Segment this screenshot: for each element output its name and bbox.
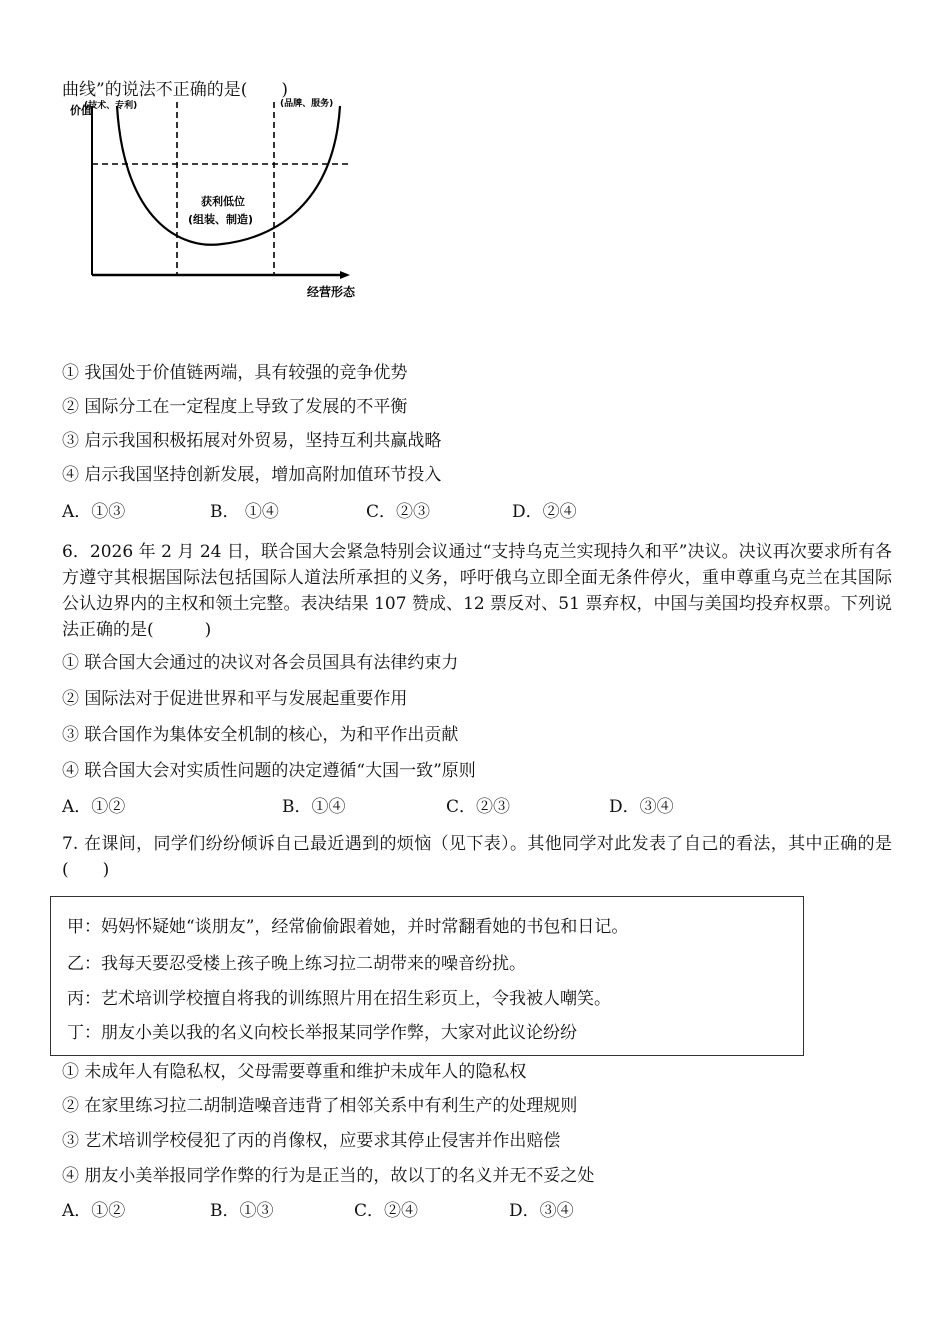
q5-statement-3: ③ 启示我国积极拓展对外贸易，坚持互利共赢战略: [62, 431, 442, 451]
q6-statement-2: ② 国际法对于促进世界和平与发展起重要作用: [62, 689, 408, 709]
x-axis-arrow: [340, 271, 350, 279]
q7-option-d: D．③④: [509, 1201, 574, 1221]
q5-option-b: B． ①④: [210, 502, 279, 522]
x-axis-label: 经营形态: [307, 285, 356, 299]
q6-option-b: B．①④: [282, 797, 346, 817]
q5-stem: 曲线”的说法不正确的是( ): [62, 80, 288, 100]
q6-option-d: D．③④: [609, 797, 674, 817]
right-end-label: (品牌、服务): [280, 99, 334, 109]
left-end-label: (技术、专利): [84, 101, 138, 111]
q6-option-a: A．①②: [62, 797, 126, 817]
q6-statement-1: ① 联合国大会通过的决议对各会员国具有法律约束力: [62, 653, 459, 673]
bottom-title-label: 获利低位: [201, 195, 245, 208]
q6-statement-4: ④ 联合国大会对实质性问题的决定遵循“大国一致”原则: [62, 761, 476, 781]
q7-statement-4: ④ 朋友小美举报同学作弊的行为是正当的，故以丁的名义并无不妥之处: [62, 1166, 595, 1186]
q7-statement-2: ② 在家里练习拉二胡制造噪音违背了相邻关系中有利生产的处理规则: [62, 1096, 578, 1116]
smile-curve-chart: [62, 92, 382, 307]
complaint-table: [50, 896, 804, 1056]
q7-option-b: B．①③: [210, 1201, 274, 1221]
q7-statement-1: ① 未成年人有隐私权，父母需要尊重和维护未成年人的隐私权: [62, 1062, 527, 1082]
q6-statement-3: ③ 联合国作为集体安全机制的核心，为和平作出贡献: [62, 725, 459, 745]
q7-statement-3: ③ 艺术培训学校侵犯了丙的肖像权，应要求其停止侵害并作出赔偿: [62, 1131, 561, 1151]
bottom-sub-label: (组装、制造): [188, 213, 254, 226]
complaint-bing: 丙：艺术培训学校擅自将我的训练照片用在招生彩页上，令我被人嘲笑。: [67, 989, 611, 1009]
q5-option-d: D．②④: [512, 502, 577, 522]
q7-option-a: A．①②: [62, 1201, 126, 1221]
q6-stem: 6．2026 年 2 月 24 日，联合国大会紧急特别会议通过“支持乌克兰实现持久和平”决议。决议再次要求所有各方遵守其根据国际法包括国际人道法所承担的义务，呼吁俄乌立即全面无条件停火，重申尊重乌克兰在其国际公认边界内的主权和领土完整。表决结果 107 赞成、12 票反对、51 票弃权，中国与美国均投弃权票。下列说法正确的是( ): [62, 542, 892, 640]
complaint-yi: 乙：我每天要忍受楼上孩子晚上练习拉二胡带来的噪音纷扰。: [67, 954, 526, 974]
y-axis-label: 价值: [70, 104, 92, 117]
q5-statement-1: ① 我国处于价值链两端，具有较强的竞争优势: [62, 363, 408, 383]
q5-statement-2: ② 国际分工在一定程度上导致了发展的不平衡: [62, 397, 408, 417]
q7-stem: 7. 在课间，同学们纷纷倾诉自己最近遇到的烦恼（见下表）。其他同学对此发表了自己的看法，其中正确的是( ): [62, 834, 892, 880]
q5-option-a: A．①③: [62, 502, 126, 522]
q5-statement-4: ④ 启示我国坚持创新发展，增加高附加值环节投入: [62, 465, 442, 485]
complaint-jia: 甲：妈妈怀疑她“谈朋友”，经常偷偷跟着她，并时常翻看她的书包和日记。: [67, 917, 629, 937]
complaint-ding: 丁：朋友小美以我的名义向校长举报某同学作弊，大家对此议论纷纷: [67, 1023, 577, 1043]
q7-option-c: C．②④: [354, 1201, 419, 1221]
q6-option-c: C．②③: [446, 797, 511, 817]
q5-option-c: C．②③: [366, 502, 431, 522]
